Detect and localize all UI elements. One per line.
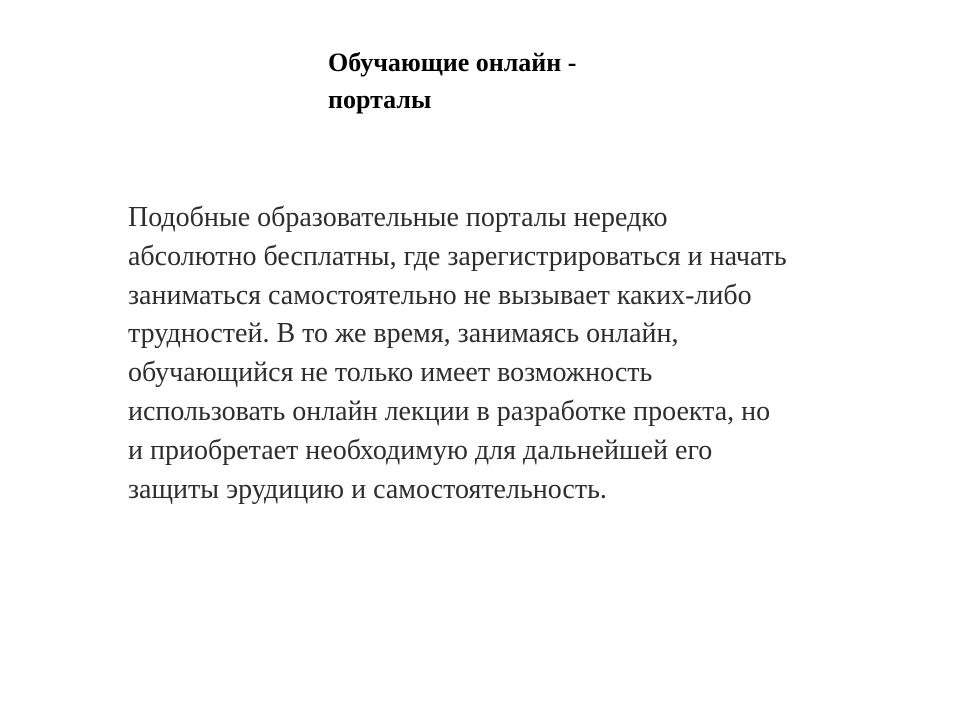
body-text-line: заниматься самостоятельно не вызывает каких-либо <box>128 279 752 311</box>
body-text-line: трудностей. В то же время, занимаясь онлайн, <box>128 318 679 350</box>
slide-body-paragraph <box>128 199 908 509</box>
body-text-line: и приобретает необходимую для дальнейшей его <box>128 434 713 466</box>
slide-title <box>328 44 748 118</box>
body-text-line: защиты эрудицию и самостоятельность. <box>128 473 607 505</box>
slide-title-line: порталы <box>328 85 432 114</box>
body-text-line: использовать онлайн лекции в разработке проекта, но <box>128 395 771 427</box>
body-text-line: абсолютно бесплатны, где зарегистрироваться и начать <box>128 240 787 272</box>
slide-title-line: Обучающие онлайн - <box>328 48 577 77</box>
body-text-line: обучающийся не только имеет возможность <box>128 357 653 389</box>
body-text-line: Подобные образовательные порталы нередко <box>128 202 668 233</box>
